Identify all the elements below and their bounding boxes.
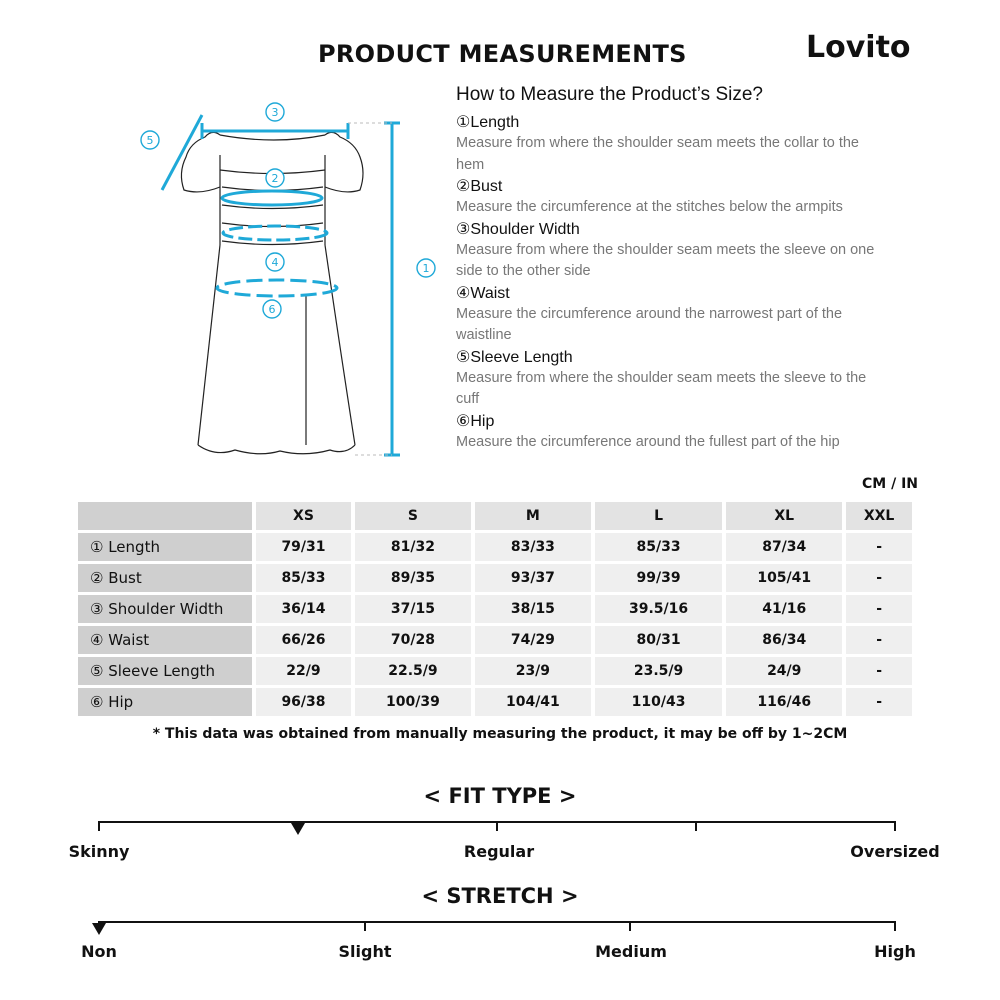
guide-item-sleeve-length	[456, 348, 886, 411]
guide-item-desc: Measure from where the shoulder seam meets the sleeve to the cuff	[456, 369, 867, 407]
fit-label-skinny: Skinny	[68, 842, 130, 861]
size-header: M	[475, 502, 591, 530]
stretch-level-marker	[92, 923, 106, 935]
guide-item-desc: Measure from where the shoulder seam meets the collar to the hem	[456, 135, 859, 173]
guide-item-name: ②Bust	[456, 178, 503, 195]
table-cell: 99/39	[595, 564, 722, 592]
table-header-row	[78, 502, 912, 530]
stretch-label-medium: Medium	[595, 942, 667, 961]
table-cell: 23.5/9	[595, 657, 722, 685]
fit-level-marker	[291, 823, 305, 835]
callout-length: 1	[422, 262, 430, 275]
size-header: XS	[256, 502, 351, 530]
table-cell: -	[846, 595, 912, 623]
fit-scale-tick	[496, 821, 498, 831]
table-cell: 85/33	[256, 564, 351, 592]
size-header: XXL	[846, 502, 912, 530]
row-label: ③ Shoulder Width	[78, 595, 252, 623]
row-label: ⑥ Hip	[78, 688, 252, 716]
table-row	[78, 626, 912, 654]
callout-bust: 2	[271, 172, 279, 185]
fit-label-oversized: Oversized	[850, 842, 940, 861]
row-label: ④ Waist	[78, 626, 252, 654]
table-row	[78, 688, 912, 716]
guide-item-name: ⑥Hip	[456, 412, 495, 430]
size-header: L	[595, 502, 722, 530]
row-label: ② Bust	[78, 564, 252, 592]
table-cell: 38/15	[475, 595, 591, 623]
stretch-scale-tick	[894, 921, 896, 931]
guide-heading: How to Measure the Product’s Size?	[456, 84, 763, 105]
table-cell: 41/16	[726, 595, 842, 623]
units-label: CM / IN	[862, 476, 918, 492]
table-row	[78, 595, 912, 623]
fit-label-regular: Regular	[463, 842, 535, 861]
callout-sleeve: 5	[146, 134, 154, 147]
table-cell: 104/41	[475, 688, 591, 716]
fit-type-title: < FIT TYPE >	[423, 784, 577, 808]
guide-item-shoulder-width	[456, 220, 886, 283]
table-cell: 80/31	[595, 626, 722, 654]
row-label: ⑤ Sleeve Length	[78, 657, 252, 685]
callout-shoulder: 3	[271, 106, 279, 119]
fit-scale-tick	[894, 821, 896, 831]
guide-item-name: ④Waist	[456, 284, 510, 302]
measurement-guide	[456, 84, 886, 454]
table-cell: 81/32	[355, 533, 471, 561]
table-cell: 22.5/9	[355, 657, 471, 685]
table-cell: 23/9	[475, 657, 591, 685]
table-cell: 70/28	[355, 626, 471, 654]
table-cell: 96/38	[256, 688, 351, 716]
guide-item-waist	[456, 284, 886, 347]
guide-item-name: ①Length	[456, 114, 520, 131]
row-label: ① Length	[78, 533, 252, 561]
brand-logo: Lovito	[806, 30, 911, 65]
size-header: S	[355, 502, 471, 530]
stretch-label-high: High	[874, 942, 916, 961]
dress-diagram	[120, 95, 450, 470]
table-cell: 105/41	[726, 564, 842, 592]
measurement-note: * This data was obtained from manually measuring the product, it may be off by 1~2CM	[152, 726, 848, 742]
guide-item-desc: Measure the circumference around the fullest part of the hip	[456, 433, 840, 450]
guide-item-name: ⑤Sleeve Length	[456, 348, 573, 366]
table-corner-cell	[78, 502, 252, 530]
table-cell: 37/15	[355, 595, 471, 623]
table-cell: 93/37	[475, 564, 591, 592]
table-cell: 85/33	[595, 533, 722, 561]
stretch-title: < STRETCH >	[421, 884, 579, 908]
table-cell: -	[846, 657, 912, 685]
table-cell: 89/35	[355, 564, 471, 592]
guide-item-length	[456, 113, 886, 176]
stretch-label-non: Non	[81, 942, 117, 961]
table-cell: 110/43	[595, 688, 722, 716]
table-row	[78, 657, 912, 685]
table-cell: 79/31	[256, 533, 351, 561]
table-row	[78, 533, 912, 561]
size-table	[74, 499, 916, 719]
guide-item-desc: Measure the circumference at the stitches below the armpits	[456, 199, 843, 215]
callout-waist: 4	[271, 256, 279, 269]
table-cell: -	[846, 688, 912, 716]
table-cell: 22/9	[256, 657, 351, 685]
stretch-scale-line	[98, 921, 896, 923]
callout-hip: 6	[268, 303, 276, 316]
table-cell: 100/39	[355, 688, 471, 716]
stretch-label-slight: Slight	[338, 942, 392, 961]
table-cell: 83/33	[475, 533, 591, 561]
table-cell: 86/34	[726, 626, 842, 654]
table-cell: 74/29	[475, 626, 591, 654]
guide-item-name: ③Shoulder Width	[456, 220, 580, 238]
table-row	[78, 564, 912, 592]
guide-item-desc: Measure the circumference around the narrowest part of the waistline	[456, 305, 843, 343]
table-cell: 39.5/16	[595, 595, 722, 623]
size-header: XL	[726, 502, 842, 530]
table-cell: -	[846, 626, 912, 654]
guide-item-desc: Measure from where the shoulder seam meets the sleeve on one side to the other side	[456, 241, 875, 279]
table-cell: 116/46	[726, 688, 842, 716]
fit-scale-tick	[695, 821, 697, 831]
table-cell: -	[846, 564, 912, 592]
table-cell: 66/26	[256, 626, 351, 654]
page-title: PRODUCT MEASUREMENTS	[318, 40, 687, 68]
table-cell: 36/14	[256, 595, 351, 623]
table-cell: 87/34	[726, 533, 842, 561]
guide-item-hip	[456, 412, 886, 454]
table-cell: -	[846, 533, 912, 561]
stretch-scale-tick	[629, 921, 631, 931]
stretch-scale-tick	[364, 921, 366, 931]
guide-item-bust	[456, 177, 886, 219]
fit-scale-tick	[98, 821, 100, 831]
table-cell: 24/9	[726, 657, 842, 685]
